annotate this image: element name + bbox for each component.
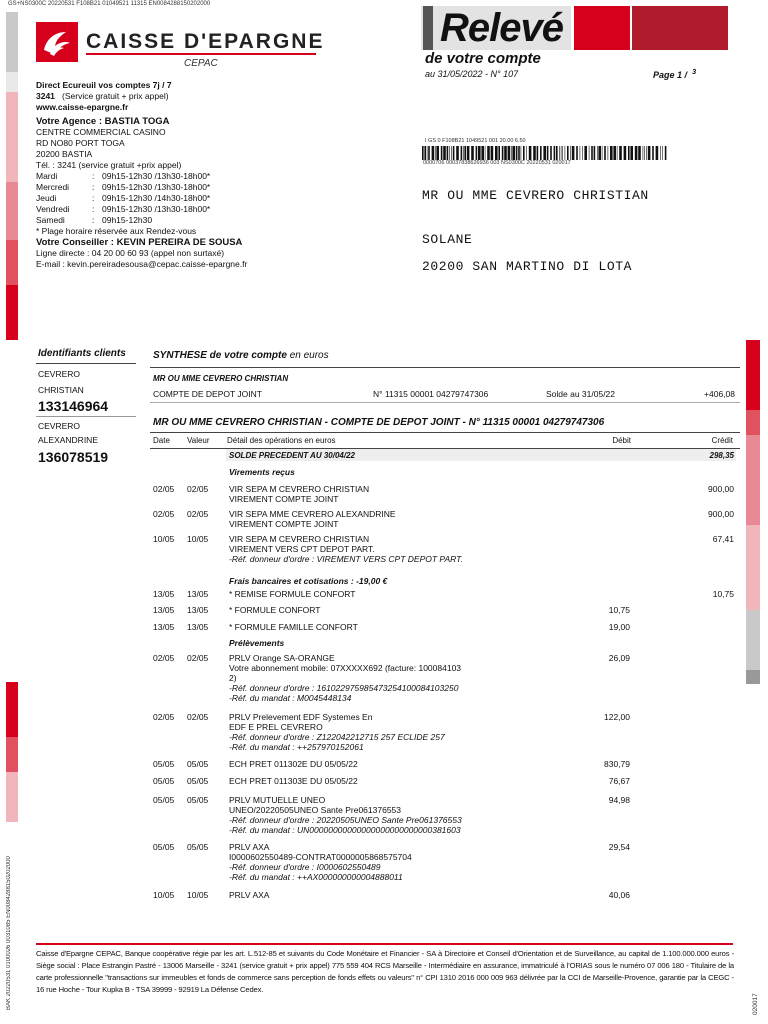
operation-date: 02/05 [153,509,175,519]
operation-detail-line: -Réf. donneur d'ordre : 16102297598547325410008410325​0 [229,683,459,693]
operation-detail [229,712,509,752]
hours-day: Jeudi [36,193,57,203]
synthese-holder: MR OU MME CEVRERO CHRISTIAN [153,374,289,383]
previous-balance-value: 298,35 [709,451,734,460]
brand-name: CAISSE D'EPARGNE [86,30,325,53]
section-header: Virements reçus [229,467,295,477]
hours-day: Samedi [36,215,65,225]
operation-credit: 10,75 [712,589,734,599]
operation-detail-line: * FORMULE CONFORT [229,605,321,615]
advisor-phone: Ligne directe : 04 20 00 60 93 (appel non surtaxé) [36,248,225,258]
client-number: 136078519 [38,449,109,465]
client-number: 133146964 [38,398,109,414]
statement-subtitle: de votre compte [425,50,541,67]
hours-row: Samedi : 09h15-12h30 [36,215,153,225]
operation-date: 13/05 [153,605,175,615]
operation-date: 05/05 [153,776,175,786]
hours-row: Mardi : 09h15-12h30 /13h30-18h00* [36,171,211,181]
account-type: COMPTE DE DEPOT JOINT [153,389,262,399]
operation-date: 05/05 [153,759,175,769]
header-credit: Crédit [711,436,733,445]
operation-detail-line: -Réf. donneur d'ordre : 20220505UNEO Sante Pre061376553 [229,815,462,825]
operation-credit: 900,00 [708,509,734,519]
operation-value-date: 02/05 [187,712,209,722]
synthese-title-rest: en euros [286,350,329,361]
account-title: MR OU MME CEVRERO CHRISTIAN - COMPTE DE DEPOT JOINT - N° 11315 00001 04279747306 [153,417,605,428]
brand-sub: CEPAC [184,58,218,69]
header-date: Date [153,436,170,445]
operation-detail-line: Votre abonnement mobile: 07XXXXX692 (facture: 100084103 [229,663,462,673]
advisor-name: Votre Conseiller : KEVIN PEREIRA DE SOUSA [36,237,243,248]
operation-detail-line: PRLV Orange SA-ORANGE [229,653,335,663]
footer-divider [36,943,733,945]
operation-detail-line: VIREMENT COMPTE JOINT [229,519,339,529]
balance-label: Solde au 31/05/22 [546,389,616,399]
hours-day: Vendredi [36,204,70,214]
direct-number: 3241 [36,91,55,101]
hours-day: Mardi [36,171,58,181]
operation-value-date: 02/05 [187,509,209,519]
operation-debit: 10,75 [608,605,630,615]
agency-tel: Tél. : 3241 (service gratuit +prix appel) [36,160,182,170]
page-total: 3 [692,67,697,76]
operation-value-date: 02/05 [187,653,209,663]
operation-detail [229,653,509,703]
operation-detail-line: VIR SEPA M CEVRERO CHRISTIAN [229,534,370,544]
operation-debit: 76,67 [608,776,630,786]
vertical-reference: 020017 [752,993,759,1015]
agency-address-line: CENTRE COMMERCIAL CASINO [36,127,166,137]
operation-credit: 900,00 [708,484,734,494]
operation-date: 02/05 [153,712,175,722]
operation-detail-line: VIR SEPA M CEVRERO CHRISTIAN [229,484,370,494]
operation-detail-line: * FORMULE FAMILLE CONFORT [229,622,358,632]
client-name: CEVRERO [38,421,81,431]
section-header: Frais bancaires et cotisations : -19,00 € [229,576,388,586]
operation-detail-line: -Réf. donneur d'ordre : I0000602550489 [229,862,381,872]
operation-detail [229,776,509,786]
operation-debit: 19,00 [608,622,630,632]
client-identifiers-title: Identifiants clients [38,348,126,359]
section-header: Prélèvements [229,638,285,648]
operation-date: 13/05 [153,622,175,632]
direct-note: (Service gratuit + prix appel) [62,91,169,101]
operation-date: 10/05 [153,534,175,544]
operation-detail [229,795,509,835]
operation-value-date: 13/05 [187,605,209,615]
agency-name: Votre Agence : BASTIA TOGA [36,116,170,127]
operation-detail [229,622,509,632]
operation-detail-line: PRLV MUTUELLE UNEO [229,795,326,805]
barcode-number: 0000706 00037838626936 003 NS0300C 20220531 020017 [423,160,571,166]
operation-date: 02/05 [153,653,175,663]
previous-balance-label: SOLDE PRECEDENT AU 30/04/22 [229,451,355,460]
operation-value-date: 05/05 [187,795,209,805]
operation-detail-line: VIR SEPA MME CEVRERO ALEXANDRINE [229,509,396,519]
hours-time: 09h15-12h30 /13h30-18h00* [102,204,211,214]
operation-detail-line: PRLV AXA [229,890,270,900]
hours-row: Vendredi : 09h15-12h30 /13h30-18h00* [36,204,211,214]
direct-label: Direct Ecureuil vos comptes 7j / 7 [36,80,172,90]
operation-detail [229,890,509,900]
operation-detail-line: VIREMENT VERS CPT DEPOT PART. [229,544,375,554]
operation-date: 02/05 [153,484,175,494]
operation-debit: 122,00 [604,712,630,722]
statement-title: Relevé [440,6,563,50]
operation-detail-line: ECH PRET 011302E DU 05/05/22 [229,759,358,769]
operation-date: 05/05 [153,795,175,805]
operation-detail [229,605,509,615]
header-debit: Débit [612,436,631,445]
balance-value: +406,08 [704,389,735,399]
operation-debit: 94,98 [608,795,630,805]
operation-value-date: 02/05 [187,484,209,494]
agency-address-line: RD NO80 PORT TOGA [36,138,125,148]
operation-debit: 830,79 [604,759,630,769]
hours-time: 09h15-12h30 [102,215,153,225]
operation-detail-line: -Réf. du mandat : UN00000000000000000000000000381603 [229,825,461,835]
operation-detail-line: I0000602550489-CONTRAT0000005868575704 [229,852,412,862]
operation-detail [229,484,509,504]
operation-date: 05/05 [153,842,175,852]
agency-address-line: 20200 BASTIA [36,149,93,159]
operation-detail-line: ECH PRET 011303E DU 05/05/22 [229,776,358,786]
operation-detail [229,759,509,769]
header-valeur: Valeur [187,436,210,445]
recipient-address-line: 20200 SAN MARTINO DI LOTA [422,259,633,274]
barcode-codes: I GS 0 F108B21 1049521 001 20.00 6.50 [425,138,526,144]
operation-debit: 26,09 [608,653,630,663]
operation-detail-line: EDF E PREL CEVRERO [229,722,323,732]
operation-date: 10/05 [153,890,175,900]
operation-value-date: 13/05 [187,589,209,599]
operation-detail-line: * REMISE FORMULE CONFORT [229,589,356,599]
operation-detail-line: PRLV Prelevement EDF Systemes En [229,712,373,722]
operation-detail [229,842,509,882]
operation-value-date: 10/05 [187,890,209,900]
hours-time: 09h15-12h30 /14h30-18h00* [102,193,211,203]
operation-date: 13/05 [153,589,175,599]
operation-debit: 29,54 [608,842,630,852]
operation-detail [229,534,509,564]
operation-value-date: 05/05 [187,759,209,769]
recipient-address-line: SOLANE [422,232,473,247]
operation-detail [229,509,509,529]
synthese-title-bold: SYNTHESE de votre compte [153,350,287,361]
page-label: Page 1 / [653,70,688,80]
operation-value-date: 13/05 [187,622,209,632]
header-detail: Détail des opérations en euros [227,436,336,445]
operation-detail-line: VIREMENT COMPTE JOINT [229,494,339,504]
client-name: CHRISTIAN [38,385,84,395]
operation-detail [229,589,509,599]
hours-note: * Plage horaire réservée aux Rendez-vous [36,226,197,236]
client-name: ALEXANDRINE [38,435,98,445]
website-link[interactable]: www.caisse-epargne.fr [36,102,129,112]
legal-footer: Caisse d'Epargne CEPAC, Banque coopérative régie par les art. L.512-85 et suivants du Code Monétaire et Financier - SA à Directoire et Conseil d'Orientation et de Surveillance, au capital de 1.100.000.000 euros - Siège social : Place Estrangin Pastré - 13006 Marseille - 3241 (service gratuit + prix appel) 775 559 404 RCS Marseille - Intermédiaire en assurance, immatriculé à l'ORIAS sous le numéro 07 006 180 - Titulaire de la carte professionnelle "transactions sur immeubles et fonds de commerce sans perception de fonds effets ou valeurs" n° CPI 1310 2016 000 009 963 délivrée par la CCI de Marseille-Provence, garantie par la CEGC - 16 rue Hoche - Tour Kupka B - TSA 39999 - 92919 La Défense Cedex. [36,949,734,994]
operation-detail-line: 2) [229,673,237,683]
operation-detail-line: UNEO/20220505UNEO Sante Pre061376553 [229,805,402,815]
operation-detail-line: -Réf. donneur d'ordre : VIREMENT VERS CPT DEPOT PART. [229,554,463,564]
hours-row: Jeudi : 09h15-12h30 /14h30-18h00* [36,193,211,203]
document-reference-strip: GS+NS0300C 20220531 F108B21 01049521 11315 EN0084288150202000 [8,1,211,7]
operation-value-date: 05/05 [187,842,209,852]
operation-detail-line: -Réf. du mandat : M0045448134 [229,693,352,703]
account-number: N° 11315 00001 04279747306 [373,389,489,399]
statement-date: au 31/05/2022 - N° 107 [425,69,519,79]
operation-value-date: 05/05 [187,776,209,786]
operation-detail-line: PRLV AXA [229,842,270,852]
recipient-name: MR OU MME CEVRERO CHRISTIAN [422,188,649,203]
client-name: CEVRERO [38,369,81,379]
hours-time: 09h15-12h30 /13h30-18h00* [102,182,211,192]
vertical-reference: BAK 20220531 0100026 0031085 EN0084288150202000 [6,856,12,1010]
hours-day: Mercredi [36,182,70,192]
operation-detail-line: -Réf. du mandat : ++257970152061 [229,742,364,752]
operation-debit: 40,06 [608,890,630,900]
advisor-email[interactable]: E-mail : kevin.pereiradesousa@cepac.caisse-epargne.fr [36,259,248,269]
operation-detail-line: -Réf. du mandat : ++AX000000000004888011 [229,872,403,882]
operation-detail-line: -Réf. donneur d'ordre : Z122042212715 257 ECLIDE 257 [229,732,445,742]
hours-row: Mercredi : 09h15-12h30 /13h30-18h00* [36,182,211,192]
operation-credit: 67,41 [712,534,734,544]
operation-value-date: 10/05 [187,534,209,544]
hours-time: 09h15-12h30 /13h30-18h00* [102,171,211,181]
